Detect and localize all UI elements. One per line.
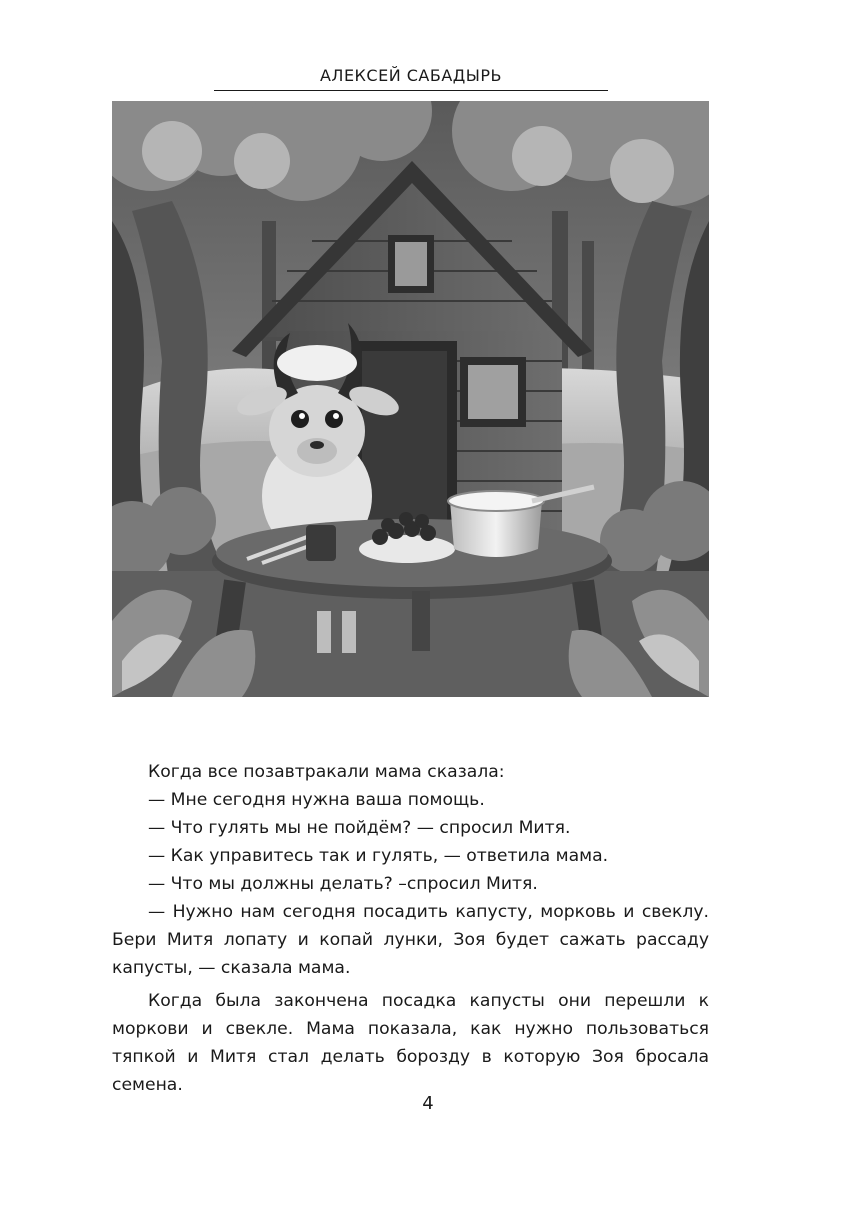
header-rule bbox=[214, 90, 608, 91]
story-paragraph: Когда все позавтракали мама сказала: bbox=[148, 762, 505, 782]
dialogue-line: — Что мы должны делать? –спросил Митя. bbox=[148, 874, 538, 894]
dialogue-line: — Что гулять мы не пойдём? — спросил Митя. bbox=[148, 818, 571, 838]
dialogue-line: — Как управитесь так и гулять, — ответила мама. bbox=[148, 846, 609, 866]
story-paragraph: Когда была закончена посадка капусты они перешли к моркови и свекле. Мама показала, как нужно пользоваться тяпкой и Митя стал делать борозду в которую Зоя бросала семена. bbox=[112, 991, 709, 1095]
goat-at-table-illustration bbox=[112, 101, 709, 697]
dialogue-line: — Мне сегодня нужна ваша помощь. bbox=[148, 790, 485, 810]
story-text bbox=[112, 758, 709, 1099]
page-number: 4 bbox=[422, 1093, 434, 1114]
running-head: АЛЕКСЕЙ САБАДЫРЬ bbox=[319, 66, 503, 85]
dialogue-line: — Нужно нам сегодня посадить капусту, морковь и свеклу. Бери Митя лопату и копай лунки, Зоя будет сажать рассаду капусты, — сказала мама. bbox=[112, 902, 709, 978]
